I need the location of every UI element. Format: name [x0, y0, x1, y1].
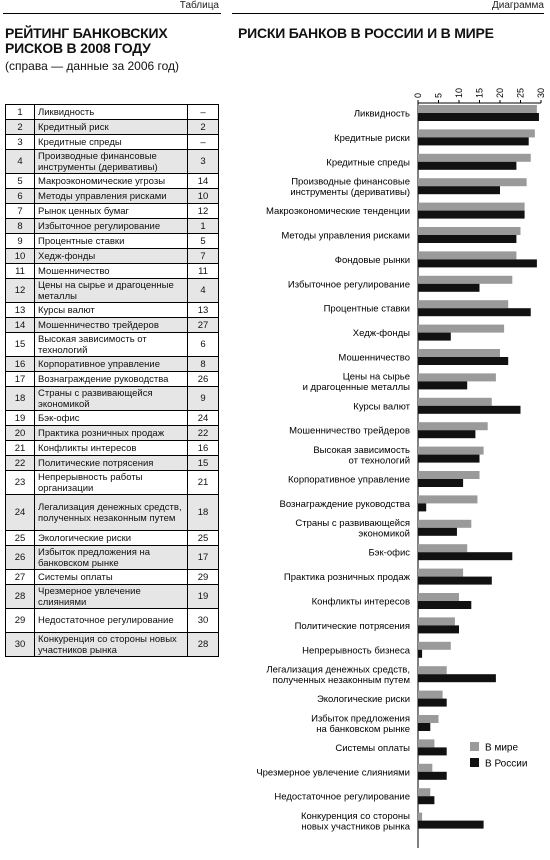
prev-rank-cell: –	[188, 105, 219, 120]
rank-cell: 20	[6, 426, 35, 441]
prev-rank-cell: 7	[188, 249, 219, 264]
table-row	[6, 264, 219, 279]
table-row	[6, 279, 219, 303]
table-row	[6, 303, 219, 318]
rank-cell: 29	[6, 609, 35, 633]
prev-rank-cell: 16	[188, 441, 219, 456]
category-label-line: Практика розничных продаж	[283, 572, 410, 584]
bar-world	[418, 447, 484, 455]
category-label	[354, 109, 410, 120]
table-row	[6, 441, 219, 456]
table-row	[6, 426, 219, 441]
bar-russia	[418, 479, 463, 487]
category-label-line: и драгоценные металлы	[302, 382, 410, 394]
x-tick-label: 25	[515, 87, 526, 98]
bar-russia	[418, 747, 447, 755]
bar-russia	[418, 162, 516, 170]
bar-russia	[418, 699, 447, 707]
category-label-line: Легализация денежных средств,	[266, 664, 410, 676]
table-row	[6, 249, 219, 264]
category-label-line: Конкуренция со стороны	[300, 810, 410, 822]
table-row	[6, 372, 219, 387]
bar-russia	[418, 552, 512, 560]
category-label	[295, 518, 410, 540]
category-label	[312, 597, 410, 608]
rank-cell: 17	[6, 372, 35, 387]
risk-name-cell: Практика розничных продаж	[35, 426, 188, 441]
rank-cell: 26	[6, 546, 35, 570]
category-label-line: Высокая зависимость	[313, 444, 410, 456]
bar-world	[418, 251, 516, 259]
rank-cell: 24	[6, 495, 35, 531]
prev-rank-cell: 6	[188, 333, 219, 357]
category-label-line: Методы управления рисками	[281, 230, 410, 242]
prev-rank-cell: 28	[188, 633, 219, 657]
bar-world	[418, 813, 422, 821]
category-label-line: Корпоративное управление	[288, 474, 410, 486]
bar-russia	[418, 259, 537, 267]
bar-world	[418, 739, 434, 747]
table-row	[6, 495, 219, 531]
category-label	[290, 176, 410, 198]
category-label	[311, 713, 410, 735]
prev-rank-cell: 2	[188, 120, 219, 135]
category-label	[280, 499, 411, 510]
prev-rank-cell: –	[188, 135, 219, 150]
risk-name-cell: Кредитные спреды	[35, 135, 188, 150]
table-row	[6, 633, 219, 657]
x-tick-label: 0	[413, 92, 423, 98]
bar-world	[418, 129, 535, 137]
x-tick-label: 5	[433, 92, 444, 98]
bar-russia	[418, 503, 426, 511]
category-label-line: на банковском рынке	[316, 723, 410, 735]
x-tick-label: 20	[495, 87, 505, 98]
bar-russia	[418, 333, 451, 341]
category-label	[335, 743, 410, 754]
prev-rank-cell: 30	[188, 609, 219, 633]
risk-name-cell: Политические потрясения	[35, 456, 188, 471]
risk-name-cell: Мошенничество трейдеров	[35, 318, 188, 333]
legend-label-world: В мире	[485, 742, 519, 754]
category-label	[281, 231, 410, 242]
table-row	[6, 585, 219, 609]
table-row	[6, 357, 219, 372]
prev-rank-cell: 21	[188, 471, 219, 495]
category-label-line: новых участников рынка	[301, 821, 410, 833]
bar-world	[418, 495, 477, 503]
rank-cell: 15	[6, 333, 35, 357]
bar-russia	[418, 796, 434, 804]
prev-rank-cell: 11	[188, 264, 219, 279]
category-label	[266, 206, 410, 217]
category-label-line: Системы оплаты	[335, 742, 410, 754]
category-label	[274, 792, 410, 803]
risk-name-cell: Кредитный риск	[35, 120, 188, 135]
category-label-line: полученных незаконным путем	[272, 674, 410, 686]
category-label	[324, 304, 410, 315]
category-label	[335, 255, 410, 266]
rank-cell: 4	[6, 150, 35, 174]
prev-rank-cell: 25	[188, 531, 219, 546]
category-label-line: Избыток предложения	[311, 713, 410, 725]
risk-name-cell: Корпоративное управление	[35, 357, 188, 372]
category-label	[266, 664, 410, 686]
category-label-line: Избыточное регулирование	[287, 279, 410, 291]
category-label	[289, 426, 410, 437]
prev-rank-cell: 9	[188, 387, 219, 411]
table-row	[6, 120, 219, 135]
category-label	[338, 353, 410, 364]
category-label	[256, 767, 410, 778]
table-row	[6, 570, 219, 585]
bar-world	[418, 349, 500, 357]
category-label	[353, 328, 410, 339]
prev-rank-cell: 3	[188, 150, 219, 174]
category-label-line: Фондовые рынки	[334, 254, 410, 266]
risk-name-cell: Рынок ценных бумаг	[35, 204, 188, 219]
table-row	[6, 546, 219, 570]
bar-world	[418, 642, 451, 650]
bar-russia	[418, 528, 457, 536]
risk-name-cell: Хедж-фонды	[35, 249, 188, 264]
category-label	[317, 694, 410, 705]
bar-world	[418, 715, 439, 723]
table-tag: Таблица	[179, 0, 219, 11]
category-label-line: Макроэкономические тенденции	[265, 206, 410, 218]
category-label-line: Бэк-офис	[368, 547, 410, 559]
category-label-line: Хедж-фонды	[352, 328, 410, 340]
bar-russia	[418, 723, 430, 731]
rank-cell: 23	[6, 471, 35, 495]
rank-cell: 25	[6, 531, 35, 546]
table-row	[6, 411, 219, 426]
rank-cell: 12	[6, 279, 35, 303]
bar-world	[418, 325, 504, 333]
category-label	[353, 401, 410, 412]
bar-world	[418, 203, 525, 211]
rank-cell: 18	[6, 387, 35, 411]
table-row	[6, 150, 219, 174]
bar-russia	[418, 308, 531, 316]
table-row	[6, 234, 219, 249]
prev-rank-cell: 5	[188, 234, 219, 249]
bar-world	[418, 544, 467, 552]
category-label	[295, 621, 410, 632]
table-row	[6, 387, 219, 411]
risk-name-cell: Страны с развивающейся экономикой	[35, 387, 188, 411]
risk-name-cell: Ликвидность	[35, 105, 188, 120]
rank-cell: 8	[6, 219, 35, 234]
bar-russia	[418, 113, 539, 121]
rank-cell: 3	[6, 135, 35, 150]
prev-rank-cell: 22	[188, 426, 219, 441]
category-label	[334, 133, 410, 144]
table-row	[6, 471, 219, 495]
rank-cell: 13	[6, 303, 35, 318]
bar-russia	[418, 211, 525, 219]
prev-rank-cell: 29	[188, 570, 219, 585]
prev-rank-cell: 24	[188, 411, 219, 426]
table-row	[6, 105, 219, 120]
category-label-line: Производные финансовые	[291, 176, 410, 188]
rank-cell: 2	[6, 120, 35, 135]
ranking-panel	[3, 0, 221, 860]
category-label	[303, 372, 411, 394]
top-rule	[3, 13, 221, 14]
legend-swatch-world	[470, 742, 479, 751]
category-label-line: Недостаточное регулирование	[274, 791, 410, 803]
rank-cell: 14	[6, 318, 35, 333]
category-label-line: Ликвидность	[353, 108, 410, 120]
legend-swatch-russia	[470, 758, 479, 767]
table-row	[6, 189, 219, 204]
chart-panel	[232, 0, 550, 860]
risk-name-cell: Конфликты интересов	[35, 441, 188, 456]
bar-russia	[418, 357, 508, 365]
risk-name-cell: Чрезмерное увлечение слияниями	[35, 585, 188, 609]
rank-cell: 10	[6, 249, 35, 264]
category-label-line: Страны с развивающейся	[295, 518, 410, 530]
chart-title: РИСКИ БАНКОВ В РОССИИ И В МИРЕ	[238, 25, 494, 41]
bar-russia	[418, 772, 447, 780]
risk-name-cell: Избыточное регулирование	[35, 219, 188, 234]
rank-cell: 6	[6, 189, 35, 204]
bar-russia	[418, 284, 480, 292]
prev-rank-cell: 15	[188, 456, 219, 471]
rank-cell: 16	[6, 357, 35, 372]
category-label	[301, 811, 411, 833]
prev-rank-cell: 4	[188, 279, 219, 303]
bar-russia	[418, 186, 500, 194]
bar-world	[418, 178, 527, 186]
bar-world	[418, 276, 512, 284]
risk-name-cell: Вознаграждение руководства	[35, 372, 188, 387]
risk-name-cell: Экологические риски	[35, 531, 188, 546]
prev-rank-cell: 14	[188, 174, 219, 189]
risk-name-cell: Бэк-офис	[35, 411, 188, 426]
bar-world	[418, 373, 496, 381]
bar-world	[418, 764, 432, 772]
bar-russia	[418, 625, 459, 633]
category-label-line: Мошенничество	[338, 352, 410, 364]
risk-name-cell: Процентные ставки	[35, 234, 188, 249]
table-title: РЕЙТИНГ БАНКОВСКИХ РИСКОВ В 2008 ГОДУ	[5, 25, 168, 56]
rank-cell: 22	[6, 456, 35, 471]
bar-world	[418, 154, 531, 162]
category-label-line: Кредитные спреды	[326, 157, 410, 169]
bar-russia	[418, 235, 516, 243]
risk-name-cell: Системы оплаты	[35, 570, 188, 585]
table-row	[6, 219, 219, 234]
bar-world	[418, 227, 521, 235]
bar-world	[418, 569, 463, 577]
risk-name-cell: Конкуренция со стороны новых участников рынка	[35, 633, 188, 657]
bar-russia	[418, 577, 492, 585]
prev-rank-cell: 10	[188, 189, 219, 204]
risk-name-cell: Макроэкономические угрозы	[35, 174, 188, 189]
bar-russia	[418, 821, 484, 829]
table-row	[6, 135, 219, 150]
risk-name-cell: Легализация денежных средств, полученных незаконным путем	[35, 495, 188, 531]
rank-cell: 28	[6, 585, 35, 609]
rank-cell: 19	[6, 411, 35, 426]
risk-name-cell: Цены на сырье и драгоценные металлы	[35, 279, 188, 303]
x-tick-label: 30	[536, 87, 546, 98]
risk-name-cell: Недостаточное регулирование	[35, 609, 188, 633]
category-label	[288, 475, 410, 486]
category-label	[368, 548, 410, 559]
category-label-line: Вознаграждение руководства	[279, 498, 410, 510]
category-label-line: инструменты (деривативы)	[290, 186, 410, 198]
category-label	[326, 157, 410, 168]
rank-cell: 7	[6, 204, 35, 219]
prev-rank-cell: 17	[188, 546, 219, 570]
table-row	[6, 204, 219, 219]
bar-russia	[418, 137, 529, 145]
bar-world	[418, 422, 488, 430]
risk-name-cell: Производные финансовые инструменты (деривативы)	[35, 150, 188, 174]
rank-cell: 30	[6, 633, 35, 657]
x-tick-label: 10	[454, 87, 464, 98]
chart-tag: Диаграмма	[491, 0, 544, 11]
x-tick-label: 15	[474, 87, 485, 98]
prev-rank-cell: 19	[188, 585, 219, 609]
risk-name-cell: Высокая зависимость от технологий	[35, 333, 188, 357]
category-label-line: Процентные ставки	[323, 303, 410, 315]
bar-world	[418, 105, 537, 113]
bar-world	[418, 617, 455, 625]
table-row	[6, 333, 219, 357]
table-row	[6, 174, 219, 189]
bar-world	[418, 788, 430, 796]
category-label	[288, 279, 410, 290]
category-label-line: экономикой	[358, 528, 410, 540]
category-label-line: Кредитные риски	[334, 132, 410, 144]
prev-rank-cell: 1	[188, 219, 219, 234]
rank-cell: 21	[6, 441, 35, 456]
bar-russia	[418, 650, 422, 658]
rank-cell: 1	[6, 105, 35, 120]
ranking-table	[5, 104, 219, 657]
rank-cell: 5	[6, 174, 35, 189]
table-row	[6, 456, 219, 471]
category-label-line: Политические потрясения	[294, 620, 410, 632]
category-label-line: Непрерывность бизнеса	[302, 645, 410, 657]
prev-rank-cell: 26	[188, 372, 219, 387]
prev-rank-cell: 12	[188, 204, 219, 219]
prev-rank-cell: 8	[188, 357, 219, 372]
bar-world	[418, 520, 471, 528]
rank-cell: 11	[6, 264, 35, 279]
category-label	[302, 645, 411, 656]
category-label	[284, 572, 411, 583]
prev-rank-cell: 18	[188, 495, 219, 531]
rank-cell: 27	[6, 570, 35, 585]
category-label-line: Цены на сырье	[342, 371, 410, 383]
bar-world	[418, 471, 480, 479]
category-label-line: Чрезмерное увлечение слияниями	[256, 767, 410, 779]
risk-name-cell: Курсы валют	[35, 303, 188, 318]
table-row	[6, 531, 219, 546]
risk-name-cell: Непрерывность работы организации	[35, 471, 188, 495]
bar-russia	[418, 381, 467, 389]
bar-world	[418, 300, 508, 308]
bar-russia	[418, 601, 471, 609]
bar-russia	[418, 430, 475, 438]
table-row	[6, 318, 219, 333]
bar-russia	[418, 406, 521, 414]
category-label-line: Курсы валют	[353, 401, 410, 413]
risk-name-cell: Методы управления рисками	[35, 189, 188, 204]
category-label-line: Конфликты интересов	[311, 596, 410, 608]
category-label	[313, 445, 410, 467]
risk-name-cell: Мошенничество	[35, 264, 188, 279]
bar-world	[418, 691, 443, 699]
legend-label-russia: В России	[485, 758, 528, 770]
rank-cell: 9	[6, 234, 35, 249]
table-row	[6, 609, 219, 633]
bar-world	[418, 666, 447, 674]
table-subtitle: (справа — данные за 2006 год)	[5, 59, 180, 73]
bar-russia	[418, 674, 496, 682]
bar-russia	[418, 455, 480, 463]
bar-world	[418, 398, 492, 406]
prev-rank-cell: 13	[188, 303, 219, 318]
prev-rank-cell: 27	[188, 318, 219, 333]
risk-name-cell: Избыток предложения на банковском рынке	[35, 546, 188, 570]
category-label-line: от технологий	[348, 455, 410, 467]
bar-chart	[232, 0, 550, 860]
category-label-line: Мошенничество трейдеров	[289, 425, 410, 437]
bar-world	[418, 593, 459, 601]
category-label-line: Экологические риски	[316, 694, 410, 706]
